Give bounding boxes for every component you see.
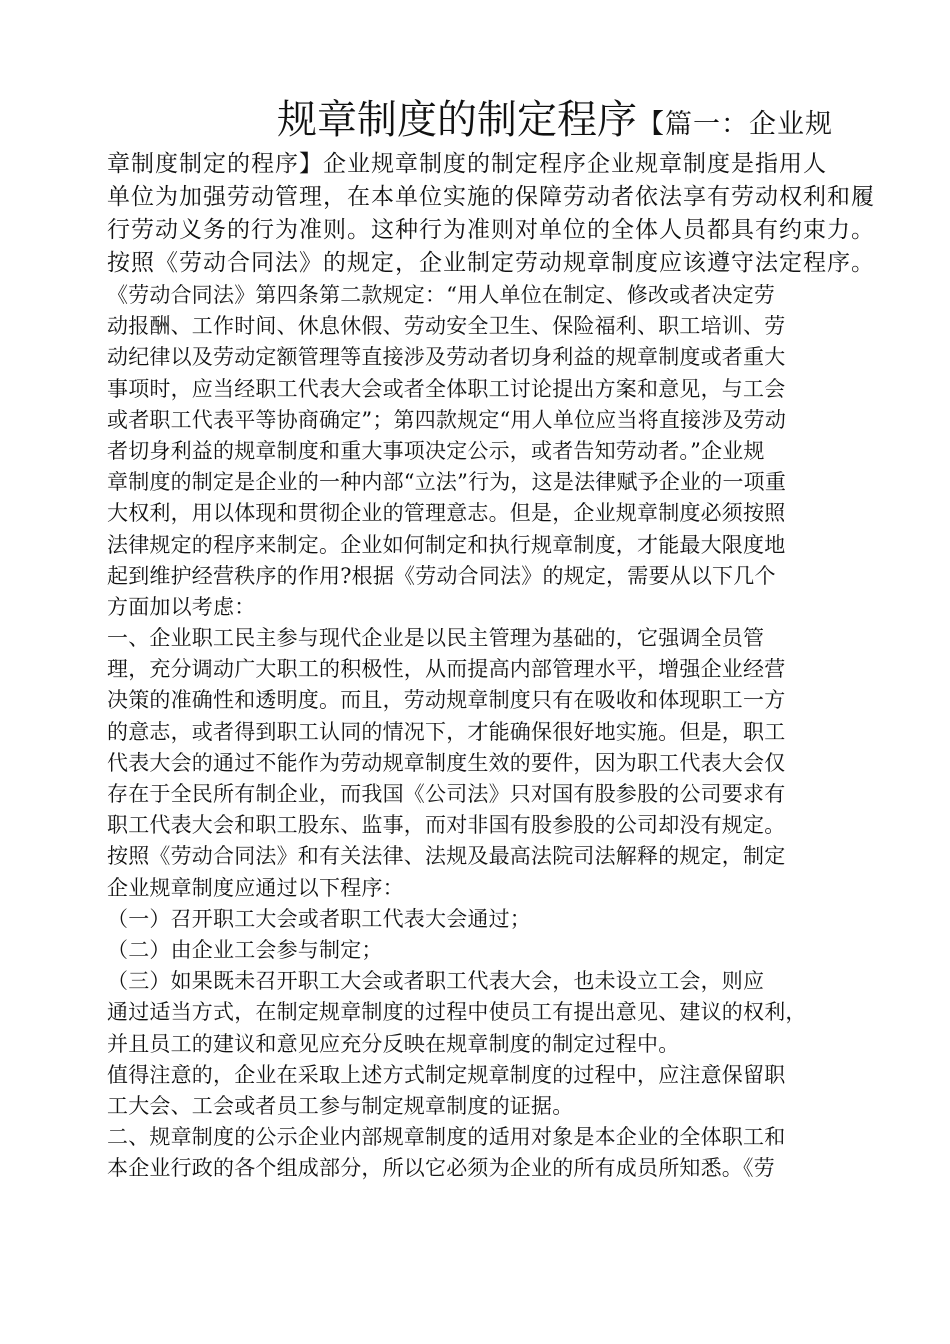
body-line: 通过适当方式，在制定规章制度的过程中使员工有提出意见、建议的权利， [107,1000,807,1025]
body-line: 值得注意的，企业在采取上述方式制定规章制度的过程中，应注意保留职 [107,1062,786,1087]
title-line [277,92,833,156]
body-line: 本企业行政的各个组成部分，所以它必须为企业的所有成员所知悉。《劳 [107,1156,775,1181]
body-line: 大权利，用以体现和贯彻企业的管理意志。但是，企业规章制度必须按照 [107,501,786,526]
body-line: 职工代表大会和职工股东、监事，而对非国有股参股的公司却没有规定。 [107,813,786,838]
body-line: 并且员工的建议和意见应充分反映在规章制度的制定过程中。 [107,1031,680,1056]
body-line: 决策的准确性和透明度。而且，劳动规章制度只有在吸收和体现职工一方 [107,688,786,713]
body-line: 起到维护经营秩序的作用?根据《劳动合同法》的规定，需要从以下几个 [107,563,776,588]
body-line: 二、规章制度的公示企业内部规章制度的适用对象是本企业的全体职工和 [107,1125,786,1150]
body-line: 的意志，或者得到职工认同的情况下，才能确保很好地实施。但是，职工 [107,719,786,744]
body-line: 企业规章制度应通过以下程序： [107,875,404,900]
document-subtitle: 【篇一：企业规 [637,109,833,140]
document-title: 规章制度的制定程序 [277,97,637,143]
body-line: （二）由企业工会参与制定； [107,937,383,962]
body-line: 行劳动义务的行为准则。这种行为准则对单位的全体人员都具有约束力。 [107,217,875,243]
body-line: 单位为加强劳动管理，在本单位实施的保障劳动者依法享有劳动权利和履 [107,184,875,210]
body-line: 一、企业职工民主参与现代企业是以民主管理为基础的，它强调全员管 [107,626,765,651]
body-line: （三）如果既未召开职工大会或者职工代表大会，也未设立工会，则应 [107,969,765,994]
body-line: （一）召开职工大会或者职工代表大会通过； [107,906,531,931]
body-line: 或者职工代表平等协商确定”；第四款规定“用人单位应当将直接涉及劳动 [107,407,787,432]
body-line: 动纪律以及劳动定额管理等直接涉及劳动者切身利益的规章制度或者重大 [107,345,786,370]
body-line: 事项时，应当经职工代表大会或者全体职工讨论提出方案和意见，与工会 [107,376,786,401]
body-line: 按照《劳动合同法》和有关法律、法规及最高法院司法解释的规定，制定 [107,844,786,869]
body-line: 方面加以考虑： [107,594,256,619]
body-line: 理，充分调动广大职工的积极性，从而提高内部管理水平，增强企业经营 [107,657,786,682]
body-line: 法律规定的程序来制定。企业如何制定和执行规章制度，才能最大限度地 [107,532,786,557]
document-body [107,148,875,1184]
body-line: 动报酬、工作时间、休息休假、劳动安全卫生、保险福利、职工培训、劳 [107,314,786,339]
body-line: 按照《劳动合同法》的规定，企业制定劳动规章制度应该遵守法定程序。 [107,250,875,276]
body-line: 代表大会的通过不能作为劳动规章制度生效的要件，因为职工代表大会仅 [107,750,786,775]
body-line: 工大会、工会或者员工参与制定规章制度的证据。 [107,1093,574,1118]
body-line: 《劳动合同法》第四条第二款规定：“用人单位在制定、修改或者决定劳 [107,283,776,307]
body-line: 存在于全民所有制企业，而我国《公司法》只对国有股参股的公司要求有 [107,782,786,806]
body-line: 章制度制定的程序】企业规章制度的制定程序企业规章制度是指用人 [107,151,827,177]
body-line: 章制度的制定是企业的一种内部“立法”行为，这是法律赋予企业的一项重 [107,470,787,495]
body-line: 者切身利益的规章制度和重大事项决定公示，或者告知劳动者。”企业规 [107,438,765,463]
